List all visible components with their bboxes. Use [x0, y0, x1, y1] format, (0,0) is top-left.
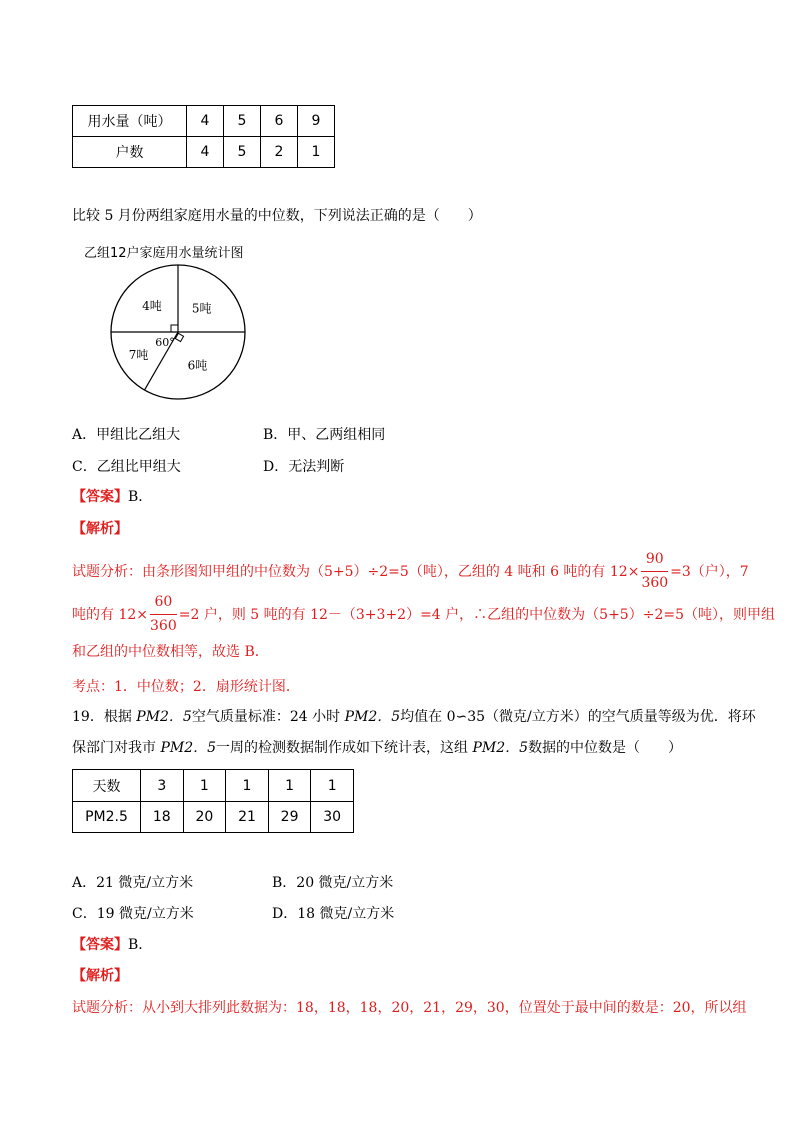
pm25-term: PM2．5 [344, 709, 401, 725]
analysis-line-2 [72, 593, 775, 635]
table-cell: 29 [268, 802, 311, 833]
table-cell: 9 [298, 106, 335, 137]
option-d[interactable]: D．18 微克/立方米 [272, 906, 395, 922]
option-b[interactable]: B．甲、乙两组相同 [263, 427, 386, 443]
option-a[interactable]: A．甲组比乙组大 [72, 427, 181, 443]
table-cell: 1 [183, 770, 226, 802]
table-cell: 20 [183, 802, 226, 833]
table-header-cell: 天数 [73, 770, 141, 802]
analysis-text: =2 户，则 5 吨的有 12－（3+3+2）=4 户，∴乙组的中位数为（5+5）÷2=5（吨），则甲组 [178, 607, 775, 623]
analysis-text: 试题分析：由条形图知甲组的中位数为（5+5）÷2=5（吨），乙组的 4 吨和 6 吨的有 12× [72, 564, 640, 580]
question-18-stem: 比较 5 月份两组家庭用水量的中位数，下列说法正确的是（ ） [72, 208, 482, 224]
table-cell: 1 [268, 770, 311, 802]
answer-line [72, 486, 152, 506]
table-header-cell: 户数 [73, 137, 187, 168]
pm25-term: PM2．5 [472, 740, 529, 756]
table-cell: 1 [226, 770, 269, 802]
angle-annotation: 60° [155, 336, 175, 349]
analysis-line: 试题分析：从小到大排列此数据为：18，18，18，20，21，29，30，位置处于最中间的数是：20，所以组 [72, 1000, 747, 1016]
analysis-tag: 【解析】 [72, 968, 128, 984]
stem-text: 保部门对我市 [72, 740, 161, 756]
fraction-numerator: 90 [641, 551, 668, 571]
table-cell: 1 [311, 770, 354, 802]
table-cell: 30 [311, 802, 354, 833]
option-c[interactable]: C．乙组比甲组大 [72, 459, 181, 475]
answer-tag: 【答案】 [72, 489, 128, 505]
option-a[interactable]: A．21 微克/立方米 [72, 875, 194, 891]
table-header-cell: PM2.5 [73, 802, 141, 833]
analysis-line-1 [72, 550, 749, 592]
stem-text: 空气质量标准：24 小时 [191, 709, 345, 725]
table-cell: 5 [224, 106, 261, 137]
pm25-term: PM2．5 [136, 709, 192, 725]
table-header-cell: 用水量（吨） [73, 106, 187, 137]
table-cell: 18 [141, 802, 184, 833]
pie-root [111, 265, 245, 399]
stem-text: 均值在 0∽35（微克/立方米）的空气质量等级为优．将环 [400, 709, 756, 725]
pie-slice-label: 5吨 [191, 301, 212, 316]
chart-title: 乙组12户家庭用水量统计图 [84, 246, 244, 261]
answer-tag: 【答案】 [72, 937, 128, 953]
fraction-90-360 [641, 551, 668, 590]
table-cell: 2 [261, 137, 298, 168]
answer-value: B． [128, 937, 153, 953]
table-cell: 4 [187, 106, 224, 137]
fraction-denominator: 360 [150, 617, 177, 634]
question-19-line-2 [72, 737, 682, 757]
table-cell: 1 [298, 137, 335, 168]
pie-slice-label: 7吨 [128, 347, 149, 362]
option-d[interactable]: D．无法判断 [263, 459, 345, 475]
stem-text: 19．根据 [72, 709, 137, 725]
pie-chart [104, 263, 254, 403]
stem-text: 一周的检测数据制作成如下统计表，这组 [216, 740, 473, 756]
analysis-text: =3（户），7 [670, 564, 749, 580]
analysis-line-3: 和乙组的中位数相等，故选 B． [72, 644, 269, 660]
fraction-denominator: 360 [641, 574, 669, 591]
question-19-line-1 [72, 706, 756, 726]
fraction-numerator: 60 [150, 594, 177, 614]
stem-text: 数据的中位数是（ ） [528, 740, 683, 756]
knowledge-points: 考点：1．中位数；2．扇形统计图． [72, 679, 300, 695]
analysis-tag: 【解析】 [72, 521, 128, 537]
table-cell: 6 [261, 106, 298, 137]
pm25-term: PM2．5 [160, 740, 217, 756]
analysis-text: 吨的有 12× [72, 607, 148, 623]
table-cell: 5 [224, 137, 261, 168]
table-cell: 3 [141, 770, 184, 802]
answer-value: B． [128, 489, 153, 505]
fraction-60-360 [150, 594, 177, 633]
pie-slice-label: 6吨 [187, 358, 208, 373]
option-b[interactable]: B．20 微克/立方米 [272, 875, 394, 891]
option-c[interactable]: C．19 微克/立方米 [72, 906, 194, 922]
table-cell: 4 [187, 137, 224, 168]
table-cell: 21 [226, 802, 269, 833]
pie-slice-label: 4吨 [142, 298, 162, 313]
water-usage-table [72, 105, 335, 168]
answer-line [72, 934, 152, 954]
pm25-table [72, 769, 354, 833]
